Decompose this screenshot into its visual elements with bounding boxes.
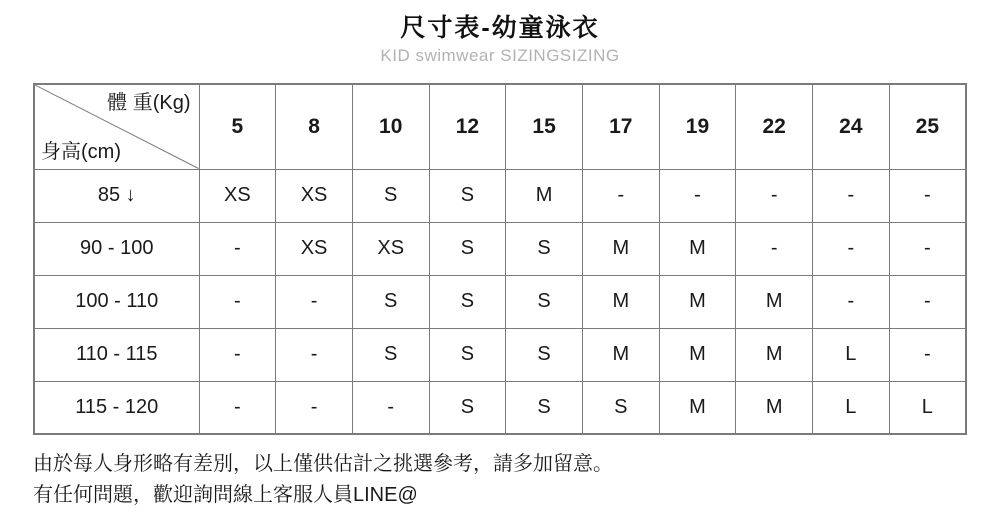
height-row-label: 110 - 115 bbox=[34, 328, 199, 381]
size-cell: M bbox=[582, 275, 659, 328]
size-cell: S bbox=[506, 275, 583, 328]
weight-col-header: 10 bbox=[352, 84, 429, 169]
corner-height-label: 身高(cm) bbox=[41, 140, 121, 163]
size-cell: - bbox=[889, 169, 966, 222]
table-row bbox=[34, 275, 966, 328]
weight-col-header: 8 bbox=[276, 84, 353, 169]
size-cell: XS bbox=[199, 169, 276, 222]
footer-notes bbox=[33, 449, 1000, 511]
corner-weight-label: 體 重(Kg) bbox=[107, 92, 191, 114]
size-cell: XS bbox=[276, 222, 353, 275]
size-cell: S bbox=[352, 275, 429, 328]
size-cell: - bbox=[736, 169, 813, 222]
size-cell: - bbox=[659, 169, 736, 222]
size-cell: - bbox=[813, 275, 890, 328]
size-cell: M bbox=[659, 275, 736, 328]
size-cell: S bbox=[506, 381, 583, 434]
size-cell: S bbox=[352, 328, 429, 381]
page-subtitle: KID swimwear SIZINGSIZING bbox=[380, 46, 620, 65]
size-cell: - bbox=[276, 275, 353, 328]
size-cell: - bbox=[199, 381, 276, 434]
size-cell: S bbox=[429, 275, 506, 328]
size-cell: - bbox=[276, 381, 353, 434]
page-title: 尺寸表-幼童泳衣 bbox=[400, 14, 600, 42]
size-cell: S bbox=[352, 169, 429, 222]
height-row-label: 85 ↓ bbox=[34, 169, 199, 222]
size-cell: M bbox=[582, 328, 659, 381]
size-cell: S bbox=[506, 222, 583, 275]
size-table bbox=[33, 83, 967, 435]
weight-col-header: 24 bbox=[813, 84, 890, 169]
table-corner-cell bbox=[34, 84, 199, 169]
size-cell: - bbox=[889, 275, 966, 328]
table-row bbox=[34, 328, 966, 381]
size-cell: - bbox=[582, 169, 659, 222]
weight-col-header: 15 bbox=[506, 84, 583, 169]
size-cell: - bbox=[352, 381, 429, 434]
height-row-label: 115 - 120 bbox=[34, 381, 199, 434]
weight-col-header: 12 bbox=[429, 84, 506, 169]
size-cell: M bbox=[506, 169, 583, 222]
size-cell: M bbox=[736, 275, 813, 328]
size-cell: S bbox=[582, 381, 659, 434]
table-row bbox=[34, 381, 966, 434]
size-cell: S bbox=[429, 169, 506, 222]
size-cell: S bbox=[429, 222, 506, 275]
weight-col-header: 25 bbox=[889, 84, 966, 169]
size-cell: - bbox=[736, 222, 813, 275]
size-cell: M bbox=[736, 381, 813, 434]
size-table-body bbox=[34, 169, 966, 434]
footer-note-line1: 由於每人身形略有差別，以上僅供估計之挑選參考，請多加留意。 bbox=[33, 453, 613, 475]
size-cell: S bbox=[429, 328, 506, 381]
size-cell: XS bbox=[352, 222, 429, 275]
table-row bbox=[34, 222, 966, 275]
size-cell: - bbox=[813, 222, 890, 275]
size-cell: XS bbox=[276, 169, 353, 222]
size-cell: M bbox=[659, 328, 736, 381]
size-cell: - bbox=[199, 222, 276, 275]
size-cell: M bbox=[582, 222, 659, 275]
height-row-label: 100 - 110 bbox=[34, 275, 199, 328]
size-cell: - bbox=[813, 169, 890, 222]
size-cell: L bbox=[889, 381, 966, 434]
size-cell: M bbox=[659, 222, 736, 275]
weight-col-header: 19 bbox=[659, 84, 736, 169]
size-cell: S bbox=[429, 381, 506, 434]
size-cell: - bbox=[889, 222, 966, 275]
weight-col-header: 5 bbox=[199, 84, 276, 169]
size-cell: - bbox=[276, 328, 353, 381]
size-cell: L bbox=[813, 328, 890, 381]
table-header-row bbox=[34, 84, 966, 169]
size-cell: - bbox=[199, 275, 276, 328]
weight-col-header: 17 bbox=[582, 84, 659, 169]
footer-note-line2: 有任何問題，歡迎詢問線上客服人員LINE@ bbox=[33, 484, 418, 506]
weight-col-header: 22 bbox=[736, 84, 813, 169]
size-cell: M bbox=[736, 328, 813, 381]
size-cell: L bbox=[813, 381, 890, 434]
size-cell: - bbox=[889, 328, 966, 381]
height-row-label: 90 - 100 bbox=[34, 222, 199, 275]
size-chart-page bbox=[0, 12, 1000, 525]
size-cell: M bbox=[659, 381, 736, 434]
table-row bbox=[34, 169, 966, 222]
size-cell: S bbox=[506, 328, 583, 381]
size-cell: - bbox=[199, 328, 276, 381]
